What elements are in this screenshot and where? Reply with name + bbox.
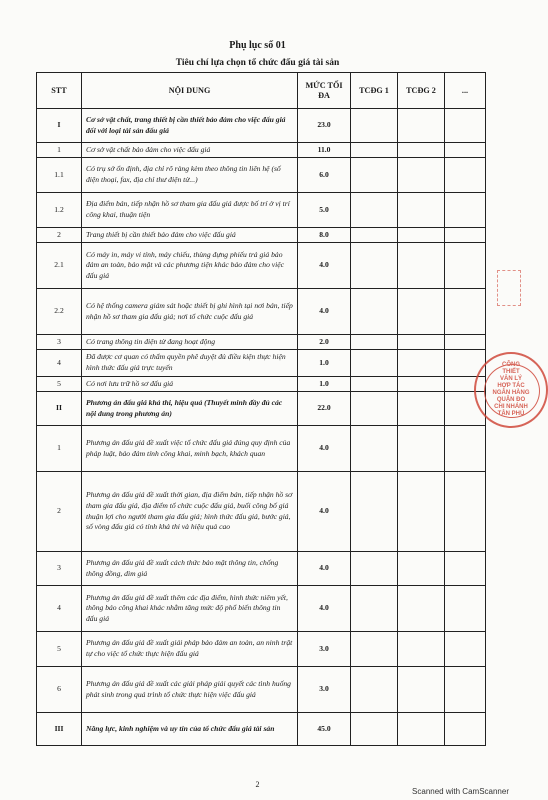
table-row [37,377,486,392]
row-tcdg2-cell [398,667,445,713]
table-row [37,243,486,289]
seal-text-line: QUẬN ĐO [496,397,526,403]
stamp-fragment [497,270,521,306]
row-extra-cell [445,667,486,713]
row-max-score: 6.0 [298,158,351,193]
row-content: Cơ sở vật chất bảo đảm cho việc đấu giá [82,143,298,158]
row-stt: III [37,713,82,746]
row-stt: 6 [37,667,82,713]
table-row [37,713,486,746]
row-max-score: 3.0 [298,632,351,667]
row-stt: 3 [37,335,82,350]
row-tcdg1-cell [351,350,398,377]
row-stt: I [37,109,82,143]
row-max-score: 4.0 [298,586,351,632]
row-extra-cell [445,193,486,228]
col-header-tcdg1: TCĐG 1 [351,73,398,109]
seal-text-line: CHI NHÁNH [494,404,528,410]
row-max-score: 3.0 [298,667,351,713]
row-content: Có trụ sở ổn định, địa chỉ rõ ràng kèm theo thông tin liên hệ (số điện thoại, fax, địa chỉ thư điện tử...) [82,158,298,193]
table-row [37,667,486,713]
col-header-max: MỨC TỐI ĐA [298,73,351,109]
row-stt: 2.2 [37,289,82,335]
row-max-score: 1.0 [298,350,351,377]
row-tcdg1-cell [351,392,398,426]
col-header-stt: STT [37,73,82,109]
row-extra-cell [445,426,486,472]
company-seal [474,352,548,428]
row-stt: 1.1 [37,158,82,193]
row-tcdg2-cell [398,143,445,158]
row-stt: 1.2 [37,193,82,228]
row-extra-cell [445,335,486,350]
row-content: Phương án đấu giá đề xuất cách thức bảo mật thông tin, chống thông đồng, dìm giá [82,552,298,586]
row-tcdg2-cell [398,392,445,426]
row-tcdg2-cell [398,586,445,632]
table-row [37,426,486,472]
row-max-score: 23.0 [298,109,351,143]
row-tcdg2-cell [398,552,445,586]
row-stt: 2 [37,228,82,243]
seal-text-line: HỢP TÁC [497,383,525,389]
row-tcdg2-cell [398,158,445,193]
row-extra-cell [445,713,486,746]
row-max-score: 8.0 [298,228,351,243]
row-extra-cell [445,586,486,632]
row-tcdg1-cell [351,335,398,350]
table-row [37,350,486,377]
seal-text-line: VĂN LÝ [499,376,522,382]
row-content: Có nơi lưu trữ hồ sơ đấu giá [82,377,298,392]
seal-text-line: TÂN PHÚ [497,411,525,417]
seal-text-line: THIẾT [502,369,520,375]
row-tcdg2-cell [398,109,445,143]
row-tcdg1-cell [351,243,398,289]
table-row [37,193,486,228]
row-max-score: 4.0 [298,472,351,552]
page-number: 2 [255,780,260,789]
col-header-more: ... [445,73,486,109]
table-row [37,472,486,552]
row-content: Phương án đấu giá đề xuất việc tổ chức đấu giá đúng quy định của pháp luật, bảo đảm tính công khai, minh bạch, khách quan [82,426,298,472]
table-row [37,586,486,632]
row-tcdg2-cell [398,426,445,472]
row-max-score: 4.0 [298,243,351,289]
row-extra-cell [445,289,486,335]
table-row [37,158,486,193]
seal-text-line: NGÂN HÀNG [492,390,530,396]
table-row [37,143,486,158]
row-stt: 4 [37,586,82,632]
row-tcdg1-cell [351,632,398,667]
row-tcdg2-cell [398,377,445,392]
row-tcdg2-cell [398,243,445,289]
row-tcdg2-cell [398,350,445,377]
row-content: Phương án đấu giá đề xuất giải pháp bảo đảm an toàn, an ninh trật tự cho việc tổ chức thực hiện đấu giá [82,632,298,667]
row-tcdg2-cell [398,632,445,667]
row-max-score: 2.0 [298,335,351,350]
row-tcdg1-cell [351,289,398,335]
row-stt: 2.1 [37,243,82,289]
row-stt: 2 [37,472,82,552]
row-stt: 1 [37,143,82,158]
row-max-score: 4.0 [298,289,351,335]
row-max-score: 45.0 [298,713,351,746]
row-tcdg1-cell [351,552,398,586]
row-max-score: 1.0 [298,377,351,392]
row-content: Có máy in, máy vi tính, máy chiếu, thùng đựng phiếu trả giá bảo đảm an toàn, bảo mật và các phương tiện khác bảo đảm cho việc đấu giá [82,243,298,289]
row-content: Có hệ thống camera giám sát hoặc thiết bị ghi hình tại nơi bán, tiếp nhận hồ sơ tham gia đấu giá; nơi tổ chức cuộc đấu giá [82,289,298,335]
row-extra-cell [445,243,486,289]
seal-text-line: CÔNG [502,362,520,368]
row-tcdg2-cell [398,228,445,243]
row-stt: 3 [37,552,82,586]
row-tcdg1-cell [351,109,398,143]
row-stt: 1 [37,426,82,472]
row-max-score: 22.0 [298,392,351,426]
row-tcdg1-cell [351,472,398,552]
table-row [37,109,486,143]
row-tcdg1-cell [351,193,398,228]
row-tcdg2-cell [398,289,445,335]
row-tcdg1-cell [351,713,398,746]
row-content: Phương án đấu giá đề xuất thời gian, địa điểm bán, tiếp nhận hồ sơ tham gia đấu giá, địa điểm tổ chức cuộc đấu giá, buổi công bố giá thuận lợi cho người tham gia đấu giá; hình thức đấu giá, bước giá, số vòng đấu giá có tính khả thi và hiệu quả cao [82,472,298,552]
row-content: Có trang thông tin điện tử đang hoạt động [82,335,298,350]
row-content: Cơ sở vật chất, trang thiết bị cần thiết bảo đảm cho việc đấu giá đối với loại tài sản đấu giá [82,109,298,143]
row-stt: 5 [37,632,82,667]
row-tcdg1-cell [351,158,398,193]
scanner-watermark: Scanned with CamScanner [412,787,509,796]
row-content: Phương án đấu giá khả thi, hiệu quả (Thuyết minh đầy đủ các nội dung trong phương án) [82,392,298,426]
table-row [37,632,486,667]
row-tcdg1-cell [351,426,398,472]
row-max-score: 5.0 [298,193,351,228]
row-extra-cell [445,552,486,586]
row-tcdg1-cell [351,586,398,632]
appendix-number: Phụ lục số 01 [229,40,286,51]
row-tcdg2-cell [398,713,445,746]
table-row [37,228,486,243]
row-stt: II [37,392,82,426]
row-tcdg1-cell [351,228,398,243]
row-content: Địa điểm bán, tiếp nhận hồ sơ tham gia đấu giá được bố trí ở vị trí công khai, thuận tiện [82,193,298,228]
col-header-tcdg2: TCĐG 2 [398,73,445,109]
col-header-content: NỘI DUNG [82,73,298,109]
row-extra-cell [445,632,486,667]
table-header-row [37,73,486,109]
row-content: Năng lực, kinh nghiệm và uy tín của tổ chức đấu giá tài sản [82,713,298,746]
table-row [37,552,486,586]
table-row [37,289,486,335]
row-extra-cell [445,228,486,243]
table-row [37,335,486,350]
criteria-table [36,72,486,746]
row-content: Trang thiết bị cần thiết bảo đảm cho việc đấu giá [82,228,298,243]
row-tcdg1-cell [351,377,398,392]
row-content: Đã được cơ quan có thẩm quyền phê duyệt đủ điều kiện thực hiện hình thức đấu giá trực tuyến [82,350,298,377]
row-extra-cell [445,472,486,552]
row-content: Phương án đấu giá đề xuất các giải pháp giải quyết các tình huống phát sinh trong quá trình tổ chức thực hiện việc đấu giá [82,667,298,713]
row-tcdg2-cell [398,193,445,228]
row-tcdg2-cell [398,472,445,552]
row-max-score: 4.0 [298,426,351,472]
row-tcdg1-cell [351,143,398,158]
row-max-score: 4.0 [298,552,351,586]
row-tcdg2-cell [398,335,445,350]
row-extra-cell [445,143,486,158]
row-extra-cell [445,158,486,193]
row-stt: 4 [37,350,82,377]
row-max-score: 11.0 [298,143,351,158]
row-extra-cell [445,109,486,143]
table-row [37,392,486,426]
row-stt: 5 [37,377,82,392]
row-content: Phương án đấu giá đề xuất thêm các địa điểm, hình thức niêm yết, thông báo công khai khác nhằm tăng mức độ phổ biến thông tin đấu giá [82,586,298,632]
row-tcdg1-cell [351,667,398,713]
document-title: Tiêu chí lựa chọn tổ chức đấu giá tài sản [175,58,340,68]
